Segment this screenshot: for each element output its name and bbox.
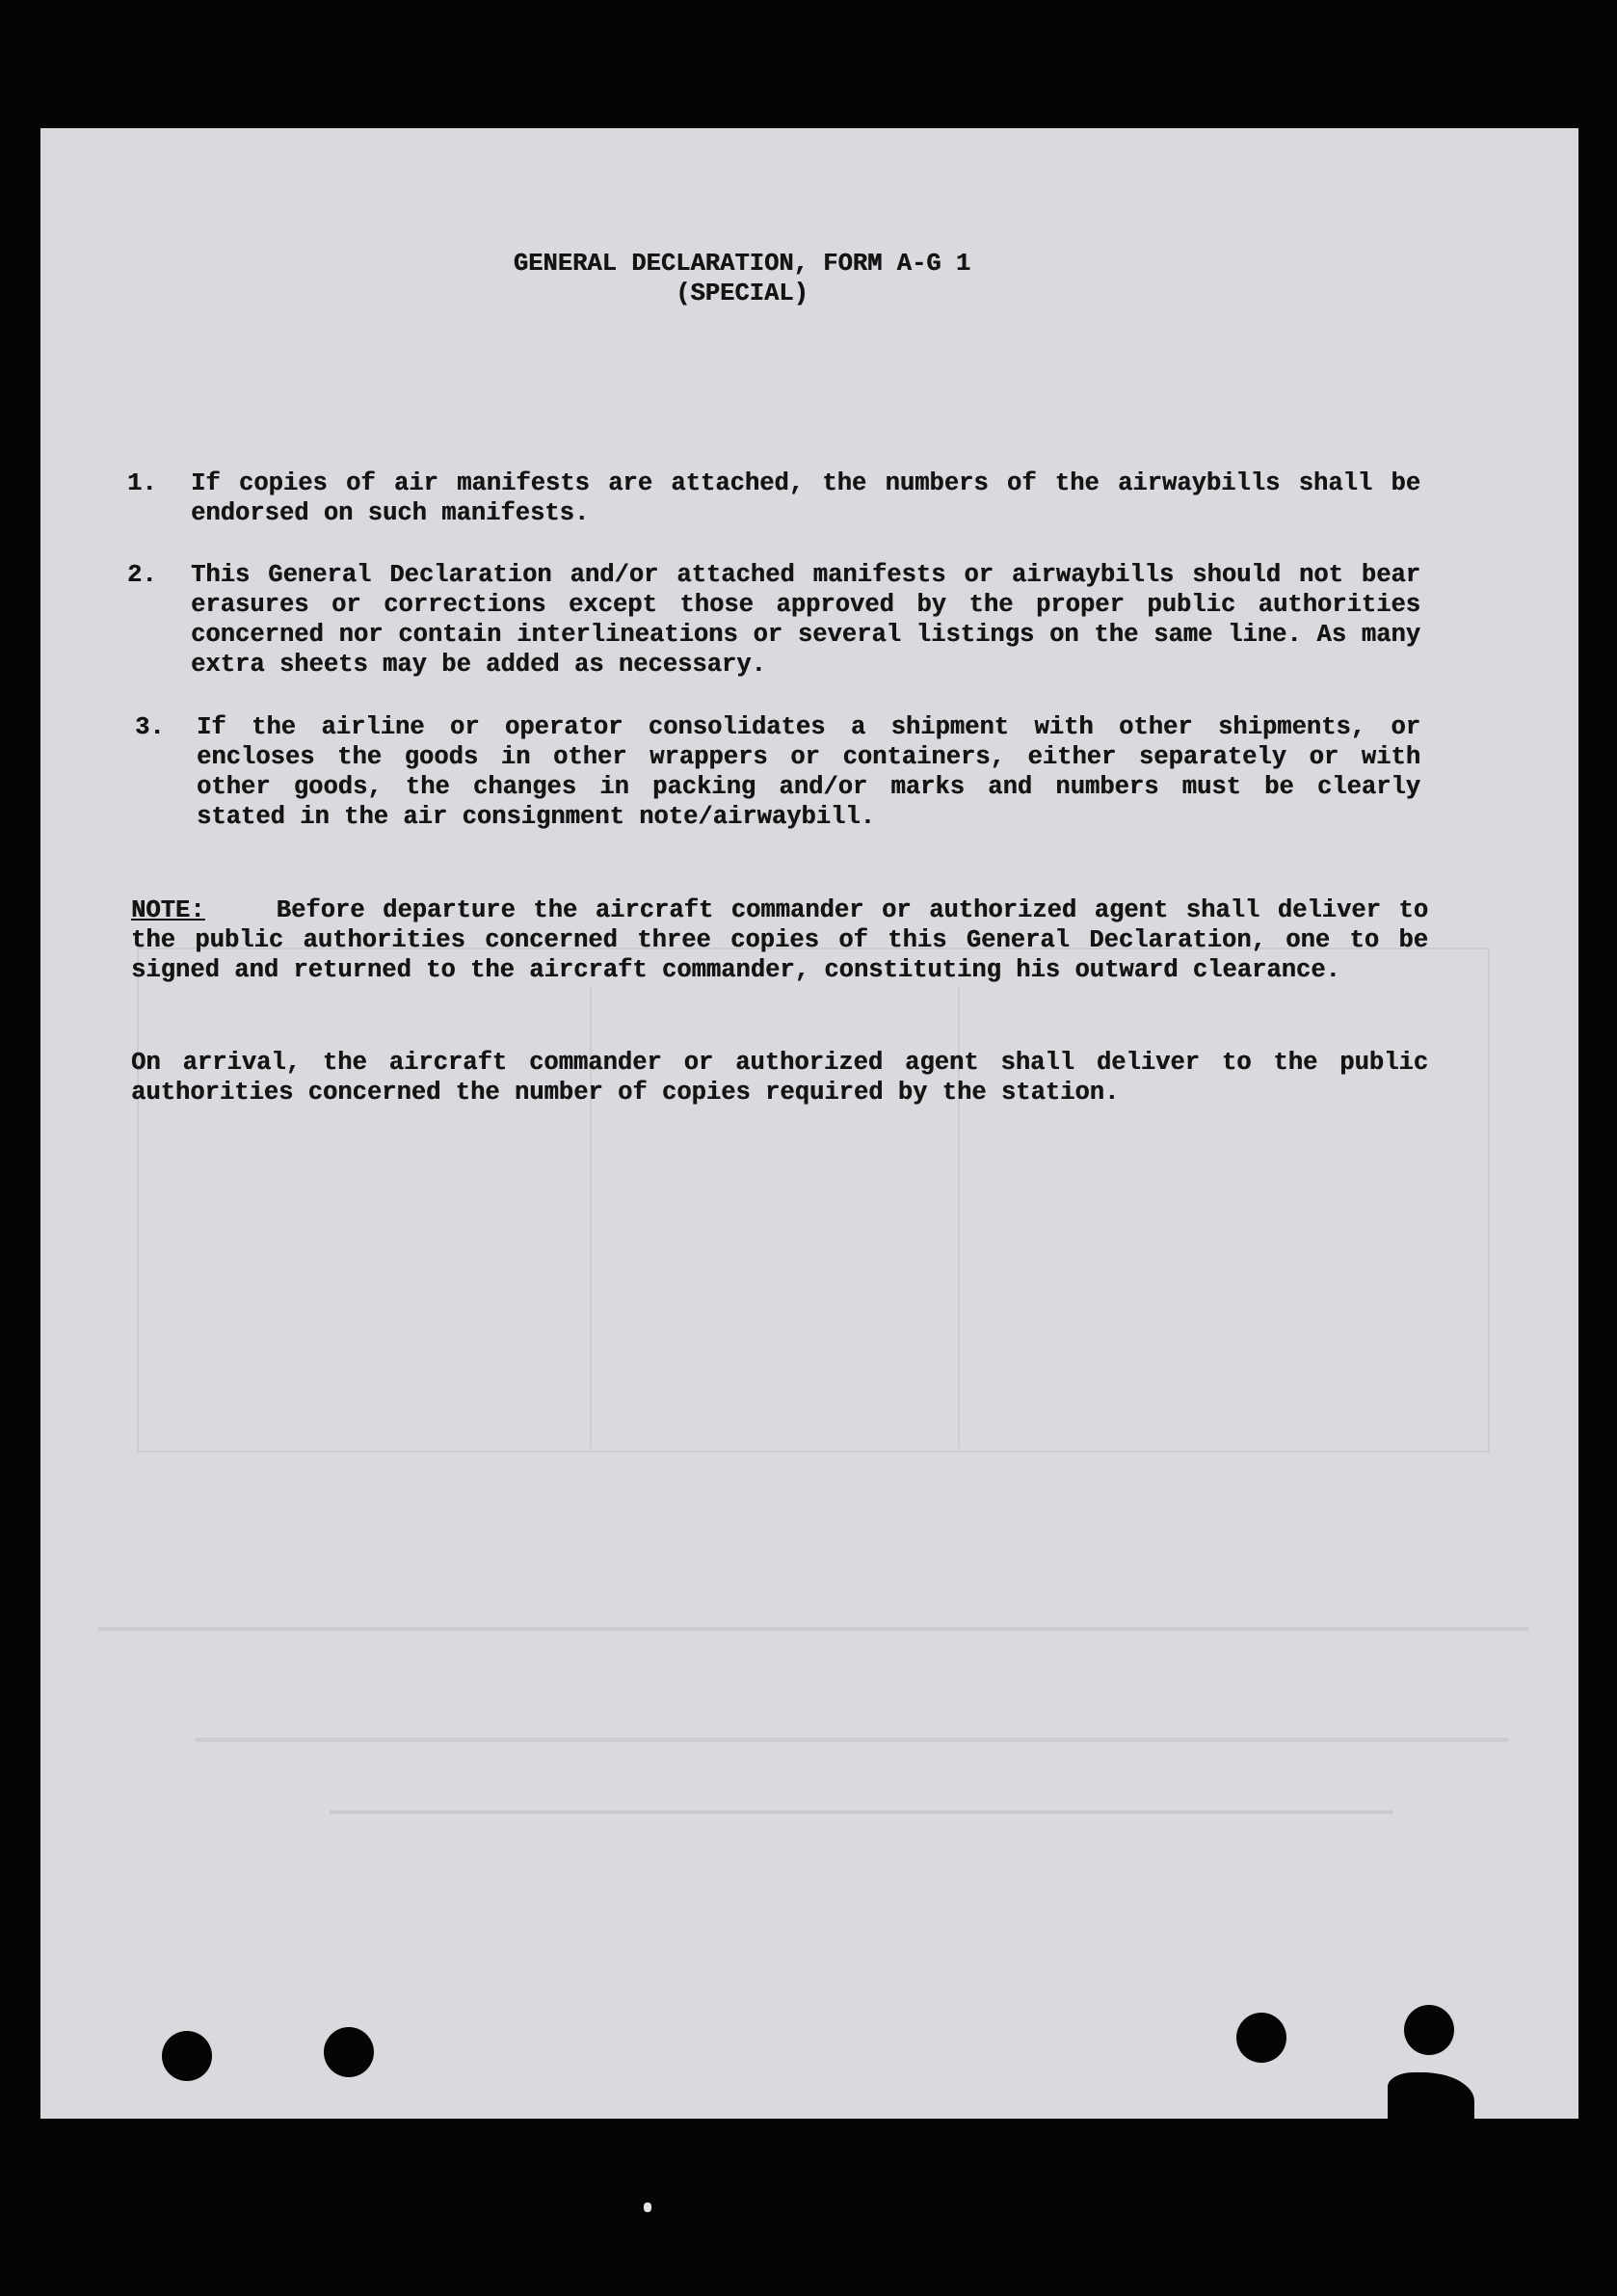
punch-hole [1236, 2013, 1286, 2063]
page-title: GENERAL DECLARATION, FORM A-G 1 (SPECIAL) [513, 250, 971, 307]
note-label: NOTE: [131, 896, 205, 924]
punch-hole [1404, 2005, 1454, 2055]
item-text: If the airline or operator consolidates a shipment with other shipments, or encloses the goods in other wrappers or containers, either separately or with other goods, the changes in packing and/or marks and numbers must be clearly stated in the air consignment note/airwaybill. [197, 713, 1420, 831]
arrival-paragraph: On arrival, the aircraft commander or authorized agent shall deliver to the public authorities concerned the number of copies required by the station. [131, 1049, 1428, 1107]
item-number: 1. [127, 469, 157, 497]
dust-speck [644, 2203, 651, 2212]
note-text: Before departure the aircraft commander or authorized agent shall deliver to the public authorities concerned three copies of this General Declaration, one to be signed and returned to the aircraft commander, constituting his outward clearance. [131, 896, 1428, 984]
punch-hole [324, 2027, 374, 2077]
item-text: This General Declaration and/or attached manifests or airwaybills should not bear erasures or corrections except those approved by the proper public authorities concerned nor contain interlineations or several listings on the same line. As many extra sheets may be added as necessary. [191, 561, 1420, 679]
item-text: If copies of air manifests are attached, the numbers of the airwaybills shall be endorsed on such manifests. [191, 469, 1420, 527]
punch-hole [162, 2031, 212, 2081]
bleed-through-rule [330, 1810, 1393, 1814]
note-paragraph [131, 895, 1428, 985]
bleed-through-rule [98, 1627, 1528, 1631]
bleed-through-rule [195, 1738, 1509, 1742]
item-number: 2. [127, 561, 157, 589]
document-page [40, 128, 1578, 2119]
item-number: 3. [135, 713, 165, 741]
